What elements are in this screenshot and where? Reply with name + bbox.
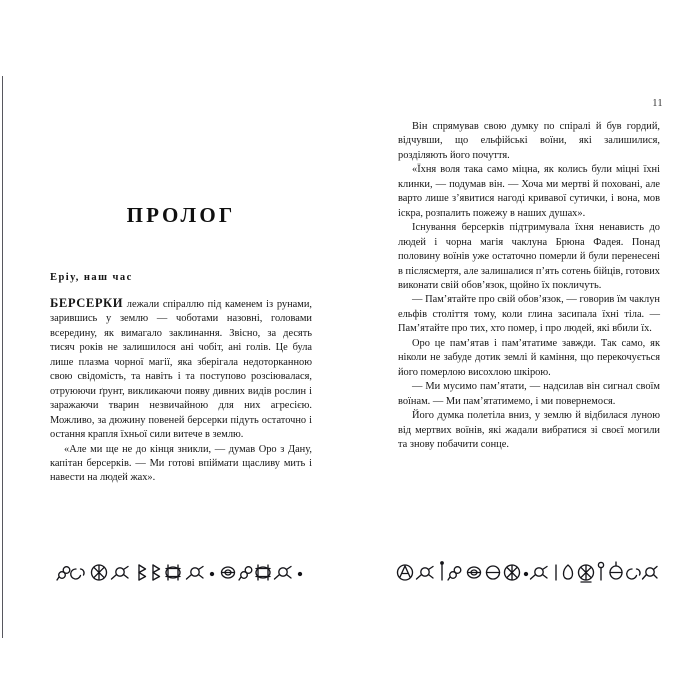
paragraph: Його думка полетіла вниз, у землю й відбилася луною від мертвих воїнів, які жадали вибратися зі своєї могили та знову побачити сонце. [398,410,660,450]
paragraph: «Але ми ще не до кінця зникли, — думав Оро з Дану, капітан берсерків. — Ми готові впіймати щасливу мить і навести на людей жах». [50,443,312,484]
paragraph [50,296,312,443]
paragraph: Він спрямував свою думку по спіралі й був гордий, відчувши, що ельфійські воїни, які залишилися, розділяють його почуття. [398,121,660,161]
left-text-column [50,120,312,486]
right-text-column [398,120,660,452]
rune-ornament-right [396,560,658,586]
section-label: Еріу, наш час [50,272,133,283]
page-edge-line [2,76,3,638]
paragraph: — Пам’ятайте про свій обов’язок, — говорив їм чаклун ельфів століття тому, коли глина засипала їхні тіла. — Пам’ятайте про тих, хто помер, і про людей, які вбили їх. [398,294,660,335]
page-number: 11 [652,98,663,109]
rune-ornament-right-icon [396,560,658,586]
paragraph: Існування берсерків підтримувала їхня ненависть до людей і чорна магія чаклуна Брюна Фадея. Понад половину воїнів уже остаточно померли й були перенесені в післясмертя, але залишалися п’ять сотень бійців, готових виконати свій обов’язок, щойно їх покличуть. [398,222,660,291]
chapter-heading: ПРОЛОГ [126,203,236,227]
paragraph: — Ми мусимо пам’ятати, — надсилав він сигнал своїм воїнам. — Ми пам’ятатимемо, і ми повернемося. [398,381,660,407]
paragraph-lead-words: БЕРСЕРКИ [50,296,124,310]
paragraph-body: лежали спіраллю під каменем із рунами, зарившись у землю — чоботами назовні, головами всередину, як вимагало заклинання. Звісно, за десять тисяч років не залишилося ані чобіт, ані голів. Це була лише плазма чорної магії, яка зберігала недоторканною свою свідомість, та навіть і та поступово розсіювалася, отруюючи ґрунт, викликаючи появу дивних видів рослин і заражаючи тварин незвичайною для них агресією. Можливо, за дюжину повеней берсерки підуть остаточно і остання крапля їхньої сили витече в землю. [50,299,312,441]
rune-ornament-left-icon [54,560,306,586]
paragraph: Оро це пам’ятав і пам’ятатиме завжди. Так само, як ніколи не забуде дотик землі й каміння, що перекочується його померлою висохлою шкірою. [398,337,660,378]
rune-ornament-left [54,560,306,586]
paragraph: «Їхня воля така само міцна, як колись були міцні їхні клинки, — подумав він. — Хоча ми мертві й поховані, але варто лише з’явитися нагоді кривавої сутички, і вона, мов іскра, розпалить пожежу в наших душах». [398,164,660,219]
